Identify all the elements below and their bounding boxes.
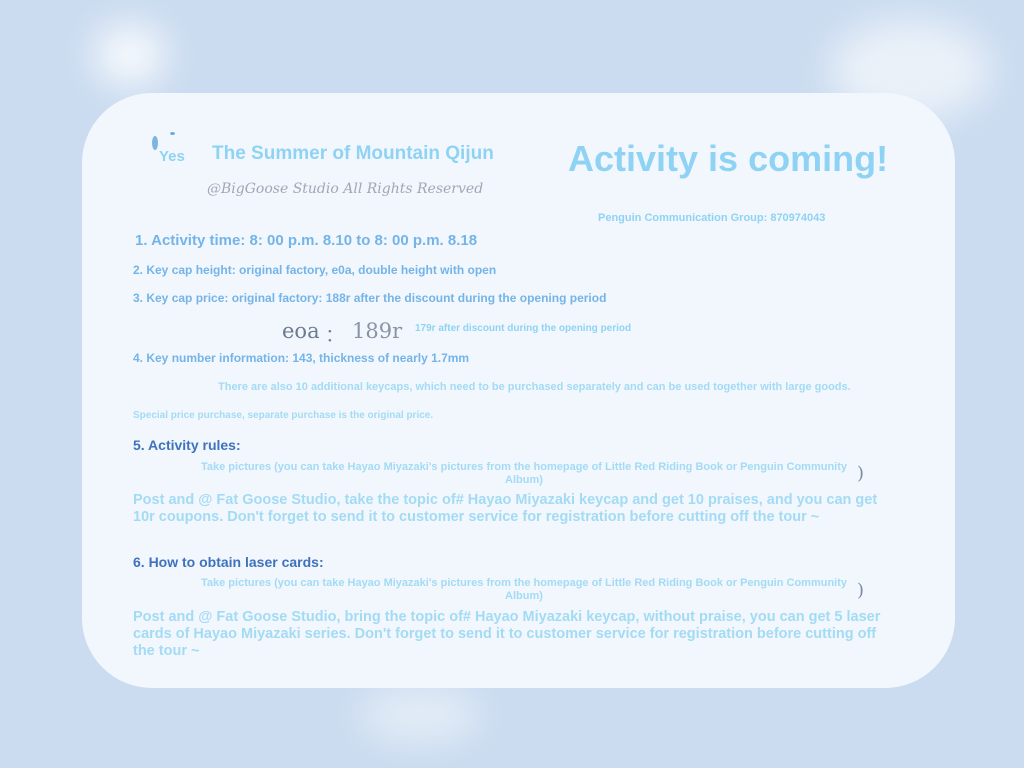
activity-time: 1. Activity time: 8: 00 p.m. 8.10 to 8: 00 p.m. 8.18 bbox=[135, 232, 478, 249]
copyright: @BigGoose Studio All Rights Reserved bbox=[207, 181, 484, 197]
laser-heading: 6. How to obtain laser cards: bbox=[133, 554, 324, 570]
rules-body: Post and @ Fat Goose Studio, take the topic of# Hayao Miyazaki keycap and get 10 praises, and you can get 10r coupons. Don't forget to send it to customer service for registration before cutting off the tour ~ bbox=[133, 492, 878, 525]
eoa-discount-note: 179r after discount during the opening period bbox=[415, 323, 632, 334]
eoa-colon: ： bbox=[325, 324, 346, 347]
special-price: Special price purchase, separate purchase is the original price. bbox=[133, 410, 434, 421]
logo-text: Yes bbox=[159, 148, 185, 165]
rules-paren: ) bbox=[857, 463, 865, 484]
headline: Activity is coming! bbox=[568, 138, 889, 179]
page-title: The Summer of Mountain Qijun bbox=[212, 143, 494, 164]
group-number: Penguin Communication Group: 870974043 bbox=[598, 212, 826, 224]
rules-photo-note: Take pictures (you can take Hayao Miyazaki's pictures from the homepage of Little Red Riding Book or Penguin Community Album) bbox=[200, 461, 848, 486]
rules-heading: 5. Activity rules: bbox=[133, 437, 241, 453]
laser-paren: ) bbox=[857, 580, 865, 601]
goose-head-icon bbox=[170, 132, 175, 135]
additional-keycaps: There are also 10 additional keycaps, which need to be purchased separately and can be used together with large goods. bbox=[218, 381, 851, 393]
laser-photo-note: Take pictures (you can take Hayao Miyazaki's pictures from the homepage of Little Red Riding Book or Penguin Community Album) bbox=[200, 577, 848, 602]
goose-icon bbox=[152, 136, 158, 150]
key-number: 4. Key number information: 143, thickness of nearly 1.7mm bbox=[133, 351, 470, 365]
logo bbox=[150, 132, 200, 166]
keycap-price: 3. Key cap price: original factory: 188r after the discount during the opening period bbox=[133, 291, 607, 305]
eoa-label: eoa bbox=[282, 319, 320, 343]
cloud-glow-bottom bbox=[360, 690, 480, 740]
cloud-glow-left bbox=[95, 25, 165, 85]
keycap-height: 2. Key cap height: original factory, e0a, double height with open bbox=[133, 263, 497, 277]
eoa-price: 189r bbox=[352, 319, 403, 343]
laser-body: Post and @ Fat Goose Studio, bring the topic of# Hayao Miyazaki keycap, without praise, you can get 5 laser cards of Hayao Miyazaki series. Don't forget to send it to customer service for registration before cutting off the tour ~ bbox=[133, 609, 881, 659]
